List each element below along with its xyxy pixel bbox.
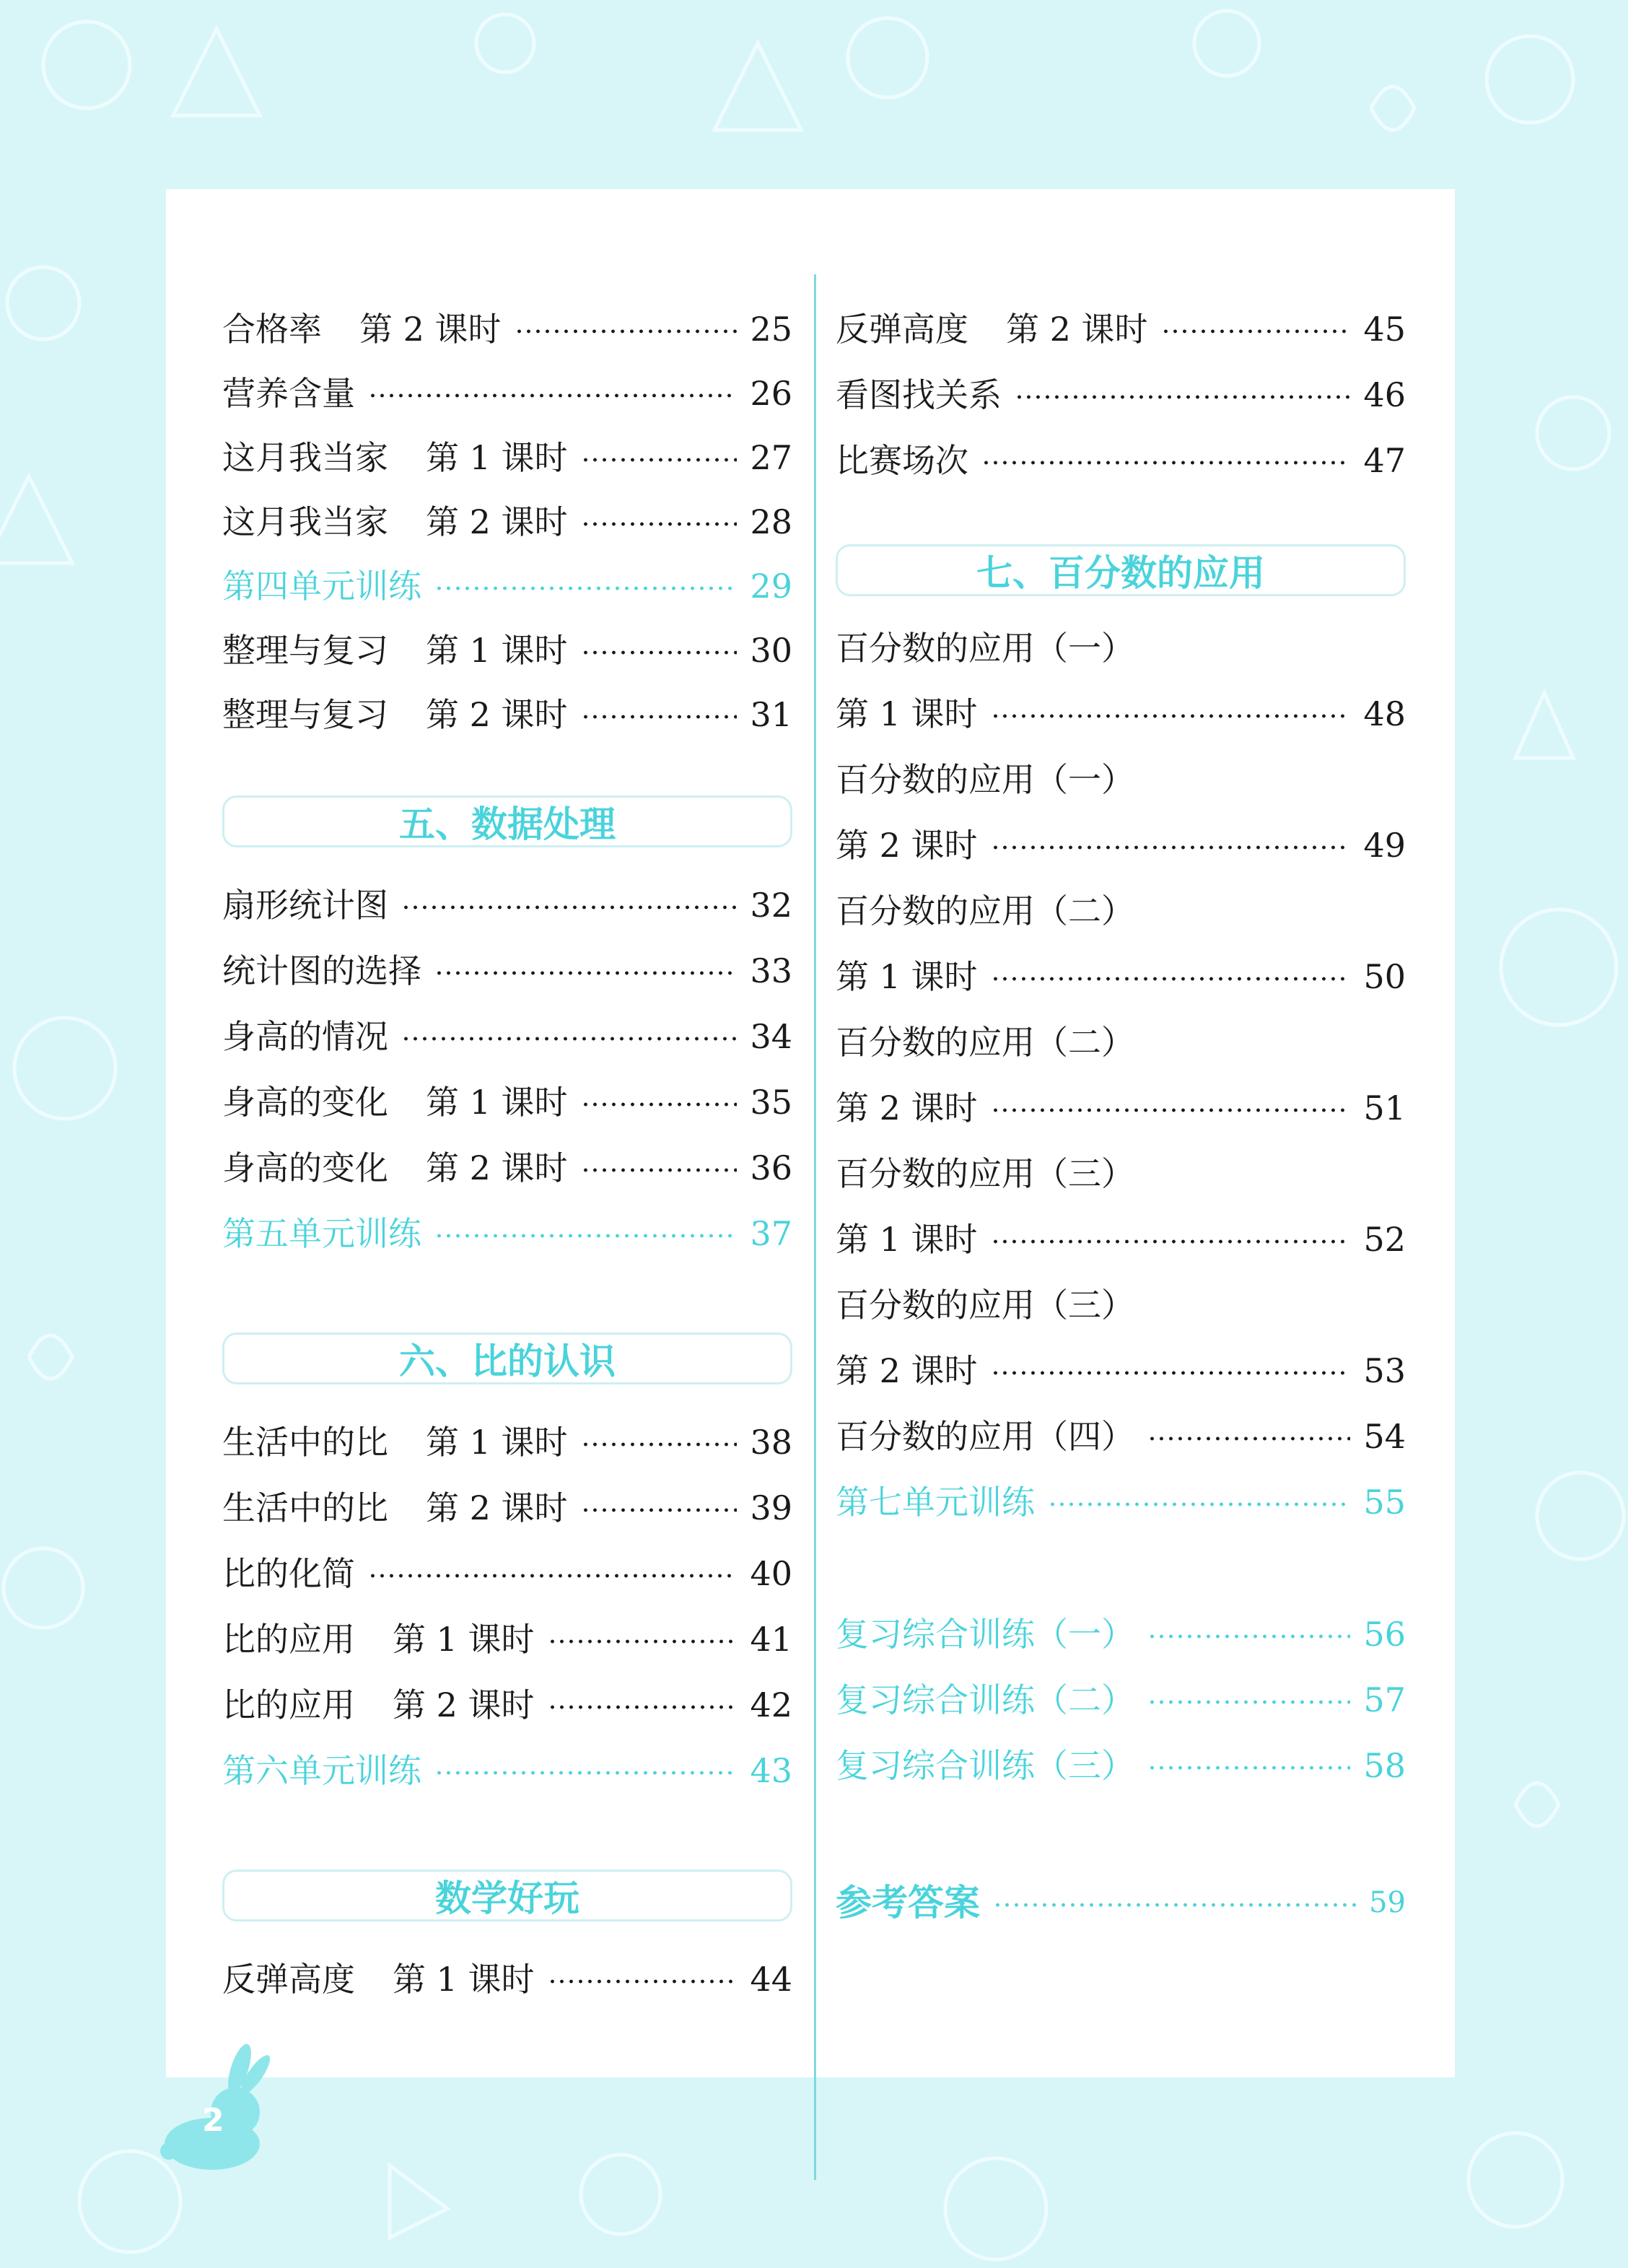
- entry-title: 复习综合训练（一）: [836, 1615, 1134, 1654]
- entry-page: 50: [1363, 957, 1406, 996]
- entry-lesson: 第 2 课时: [426, 1488, 568, 1527]
- entry-lesson: 第 1 课时: [426, 631, 568, 670]
- entry-title: 比赛场次: [836, 441, 968, 480]
- dot-leader: [1147, 1765, 1350, 1771]
- toc-entry[interactable]: [222, 1008, 792, 1065]
- toc-entry-heading: [836, 882, 1406, 940]
- dot-leader: [993, 1902, 1356, 1908]
- toc-entry-review[interactable]: [836, 1737, 1406, 1794]
- entry-page: 56: [1363, 1615, 1406, 1654]
- toc-entry[interactable]: [222, 1610, 792, 1668]
- entry-lesson: 第 1 课时: [426, 1423, 568, 1462]
- dot-leader: [581, 457, 738, 463]
- entry-title: 比的化简: [222, 1554, 355, 1593]
- column-divider: [814, 274, 816, 2180]
- entry-title: 第 1 课时: [836, 694, 978, 733]
- section-heading-5: 五、数据处理: [222, 795, 792, 847]
- entry-title: 第五单元训练: [222, 1214, 421, 1253]
- entry-lesson: 第 2 课时: [426, 502, 568, 541]
- entry-lesson: 第 2 课时: [1006, 310, 1148, 349]
- dot-leader: [401, 1036, 737, 1042]
- entry-page: 29: [750, 567, 792, 606]
- entry-page: 39: [750, 1488, 792, 1527]
- toc-entry[interactable]: [222, 1479, 792, 1537]
- toc-entry[interactable]: [222, 621, 792, 679]
- entry-title: 第 1 课时: [836, 1220, 978, 1259]
- toc-entry[interactable]: [222, 1413, 792, 1471]
- entry-title: 反弹高度: [222, 1960, 355, 1999]
- entry-title: 参考答案: [836, 1881, 980, 1924]
- entry-title: 第七单元训练: [836, 1483, 1035, 1522]
- toc-entry-heading: [836, 751, 1406, 808]
- entry-title: 扇形统计图: [222, 886, 388, 925]
- entry-page: 35: [750, 1083, 792, 1122]
- entry-title: 生活中的比: [222, 1423, 388, 1462]
- entry-page: 54: [1363, 1417, 1406, 1456]
- table-of-contents-panel: [166, 189, 1455, 2077]
- dot-leader: [548, 1639, 738, 1644]
- entry-title: 这月我当家: [222, 502, 388, 541]
- toc-entry[interactable]: [222, 1073, 792, 1131]
- toc-entry[interactable]: [222, 1676, 792, 1734]
- entry-title: 营养含量: [222, 374, 355, 413]
- dot-leader: [581, 1442, 738, 1447]
- entry-page: 31: [750, 695, 792, 734]
- entry-lesson: 第 2 课时: [426, 695, 568, 734]
- dot-leader: [1048, 1501, 1350, 1507]
- dot-leader: [1161, 328, 1351, 334]
- toc-entry[interactable]: [222, 1139, 792, 1197]
- entry-title: 第六单元训练: [222, 1751, 421, 1790]
- toc-entry[interactable]: [836, 816, 1406, 874]
- entry-lesson: 第 1 课时: [393, 1960, 535, 1999]
- entry-page: 51: [1363, 1089, 1406, 1128]
- toc-entry[interactable]: [836, 685, 1406, 743]
- entry-title: 整理与复习: [222, 695, 388, 734]
- entry-title: 百分数的应用（四）: [836, 1417, 1134, 1456]
- entry-page: 46: [1363, 375, 1406, 414]
- toc-entry-heading: [836, 619, 1406, 677]
- entry-page: 30: [750, 631, 792, 670]
- toc-entry-heading: [836, 1145, 1406, 1203]
- entry-title: 生活中的比: [222, 1488, 388, 1527]
- toc-entry[interactable]: [222, 686, 792, 743]
- dot-leader: [581, 1167, 738, 1173]
- entry-page: 36: [750, 1148, 792, 1187]
- entry-page: 41: [750, 1620, 792, 1659]
- entry-page: 28: [750, 502, 792, 541]
- dot-leader: [434, 970, 737, 976]
- entry-title: 复习综合训练（三）: [836, 1746, 1134, 1785]
- entry-lesson: 第 2 课时: [359, 310, 502, 349]
- dot-leader: [548, 1979, 738, 1984]
- dot-leader: [581, 714, 738, 720]
- entry-title: 百分数的应用（一）: [836, 760, 1134, 799]
- dot-leader: [368, 1573, 737, 1579]
- entry-title: 第 2 课时: [836, 1089, 978, 1128]
- entry-page: 33: [750, 951, 792, 990]
- toc-entry[interactable]: [222, 365, 792, 422]
- entry-lesson: 第 1 课时: [426, 438, 568, 477]
- toc-entry[interactable]: [222, 942, 792, 1000]
- toc-entry-unit-training[interactable]: [836, 1473, 1406, 1531]
- toc-entry[interactable]: [836, 948, 1406, 1006]
- toc-entry[interactable]: [222, 429, 792, 487]
- toc-entry-unit-training[interactable]: [222, 1742, 792, 1800]
- entry-title: 比的应用: [222, 1620, 355, 1659]
- dot-leader: [991, 845, 1351, 850]
- dot-leader: [1147, 1436, 1350, 1442]
- dot-leader: [581, 521, 738, 527]
- toc-entry[interactable]: [836, 1408, 1406, 1465]
- entry-page: 27: [750, 438, 792, 477]
- entry-title: 看图找关系: [836, 375, 1002, 414]
- dot-leader: [581, 650, 738, 655]
- toc-entry-unit-training[interactable]: [222, 1205, 792, 1262]
- entry-title: 复习综合训练（二）: [836, 1680, 1134, 1719]
- dot-leader: [1147, 1699, 1350, 1705]
- entry-lesson: 第 1 课时: [393, 1620, 535, 1659]
- dot-leader: [548, 1704, 738, 1710]
- toc-entry[interactable]: [222, 876, 792, 934]
- dot-leader: [581, 1507, 738, 1513]
- entry-lesson: 第 1 课时: [426, 1083, 568, 1122]
- dot-leader: [434, 1770, 737, 1776]
- entry-title: 这月我当家: [222, 438, 388, 477]
- entry-title: 百分数的应用（二）: [836, 891, 1134, 930]
- entry-title: 身高的变化: [222, 1083, 388, 1122]
- entry-page: 34: [750, 1017, 792, 1056]
- dot-leader: [991, 976, 1351, 982]
- toc-entry-review[interactable]: [836, 1605, 1406, 1663]
- entry-title: 比的应用: [222, 1685, 355, 1724]
- dot-leader: [1147, 1634, 1350, 1639]
- dot-leader: [368, 393, 737, 398]
- toc-entry[interactable]: [222, 1545, 792, 1602]
- entry-lesson: 第 2 课时: [393, 1685, 535, 1724]
- dot-leader: [981, 460, 1350, 466]
- entry-title: 第 1 课时: [836, 957, 978, 996]
- entry-page: 45: [1363, 310, 1406, 349]
- toc-entry[interactable]: [222, 300, 792, 358]
- entry-title: 身高的变化: [222, 1148, 388, 1187]
- entry-page: 32: [750, 886, 792, 925]
- entry-title: 反弹高度: [836, 310, 968, 349]
- entry-page: 58: [1363, 1746, 1406, 1785]
- entry-page: 49: [1363, 826, 1406, 865]
- toc-entry[interactable]: [836, 1079, 1406, 1137]
- dot-leader: [434, 585, 737, 591]
- entry-title: 统计图的选择: [222, 951, 421, 990]
- entry-page: 44: [750, 1960, 792, 1999]
- entry-title: 百分数的应用（三）: [836, 1286, 1134, 1325]
- entry-title: 第四单元训练: [222, 567, 421, 606]
- dot-leader: [991, 1107, 1351, 1113]
- entry-page: 25: [750, 310, 792, 349]
- dot-leader: [991, 1370, 1351, 1376]
- entry-title: 百分数的应用（一）: [836, 629, 1134, 668]
- page-number: 2: [202, 2102, 224, 2139]
- entry-page: 48: [1363, 694, 1406, 733]
- dot-leader: [401, 904, 737, 910]
- entry-title: 第 2 课时: [836, 826, 978, 865]
- toc-entry-heading: [836, 1276, 1406, 1334]
- entry-page: 26: [750, 374, 792, 413]
- section-heading-6: 六、比的认识: [222, 1333, 792, 1384]
- toc-entry[interactable]: [222, 493, 792, 551]
- entry-title: 第 2 课时: [836, 1351, 978, 1390]
- dot-leader: [1015, 394, 1350, 400]
- entry-page: 55: [1363, 1483, 1406, 1522]
- dot-leader: [991, 1239, 1351, 1244]
- dot-leader: [515, 328, 738, 334]
- toc-entry[interactable]: [836, 1211, 1406, 1268]
- dot-leader: [991, 713, 1351, 719]
- entry-lesson: 第 2 课时: [426, 1148, 568, 1187]
- section-heading-7: 七、百分数的应用: [836, 544, 1406, 596]
- toc-entry[interactable]: [836, 1342, 1406, 1400]
- section-heading-math-fun: 数学好玩: [222, 1870, 792, 1922]
- toc-entry-heading: [836, 1013, 1406, 1071]
- toc-entry[interactable]: [222, 1950, 792, 2008]
- entry-page: 53: [1363, 1351, 1406, 1390]
- toc-entry-unit-training[interactable]: [222, 557, 792, 615]
- entry-title: 百分数的应用（三）: [836, 1154, 1134, 1193]
- dot-leader: [434, 1233, 737, 1239]
- toc-entry-answers[interactable]: [836, 1874, 1406, 1932]
- entry-page: 38: [750, 1423, 792, 1462]
- entry-page: 47: [1363, 441, 1406, 480]
- toc-entry[interactable]: [836, 366, 1406, 424]
- toc-entry[interactable]: [836, 432, 1406, 489]
- entry-page: 42: [750, 1685, 792, 1724]
- dot-leader: [581, 1102, 738, 1107]
- entry-page: 57: [1363, 1680, 1406, 1719]
- entry-title: 整理与复习: [222, 631, 388, 670]
- entry-page: 37: [750, 1214, 792, 1253]
- entry-page: 59: [1369, 1886, 1406, 1919]
- toc-entry-review[interactable]: [836, 1671, 1406, 1729]
- toc-entry[interactable]: [836, 300, 1406, 358]
- entry-page: 40: [750, 1554, 792, 1593]
- entry-title: 身高的情况: [222, 1017, 388, 1056]
- entry-page: 43: [750, 1751, 792, 1790]
- entry-title: 百分数的应用（二）: [836, 1023, 1134, 1062]
- entry-page: 52: [1363, 1220, 1406, 1259]
- entry-title: 合格率: [222, 310, 322, 349]
